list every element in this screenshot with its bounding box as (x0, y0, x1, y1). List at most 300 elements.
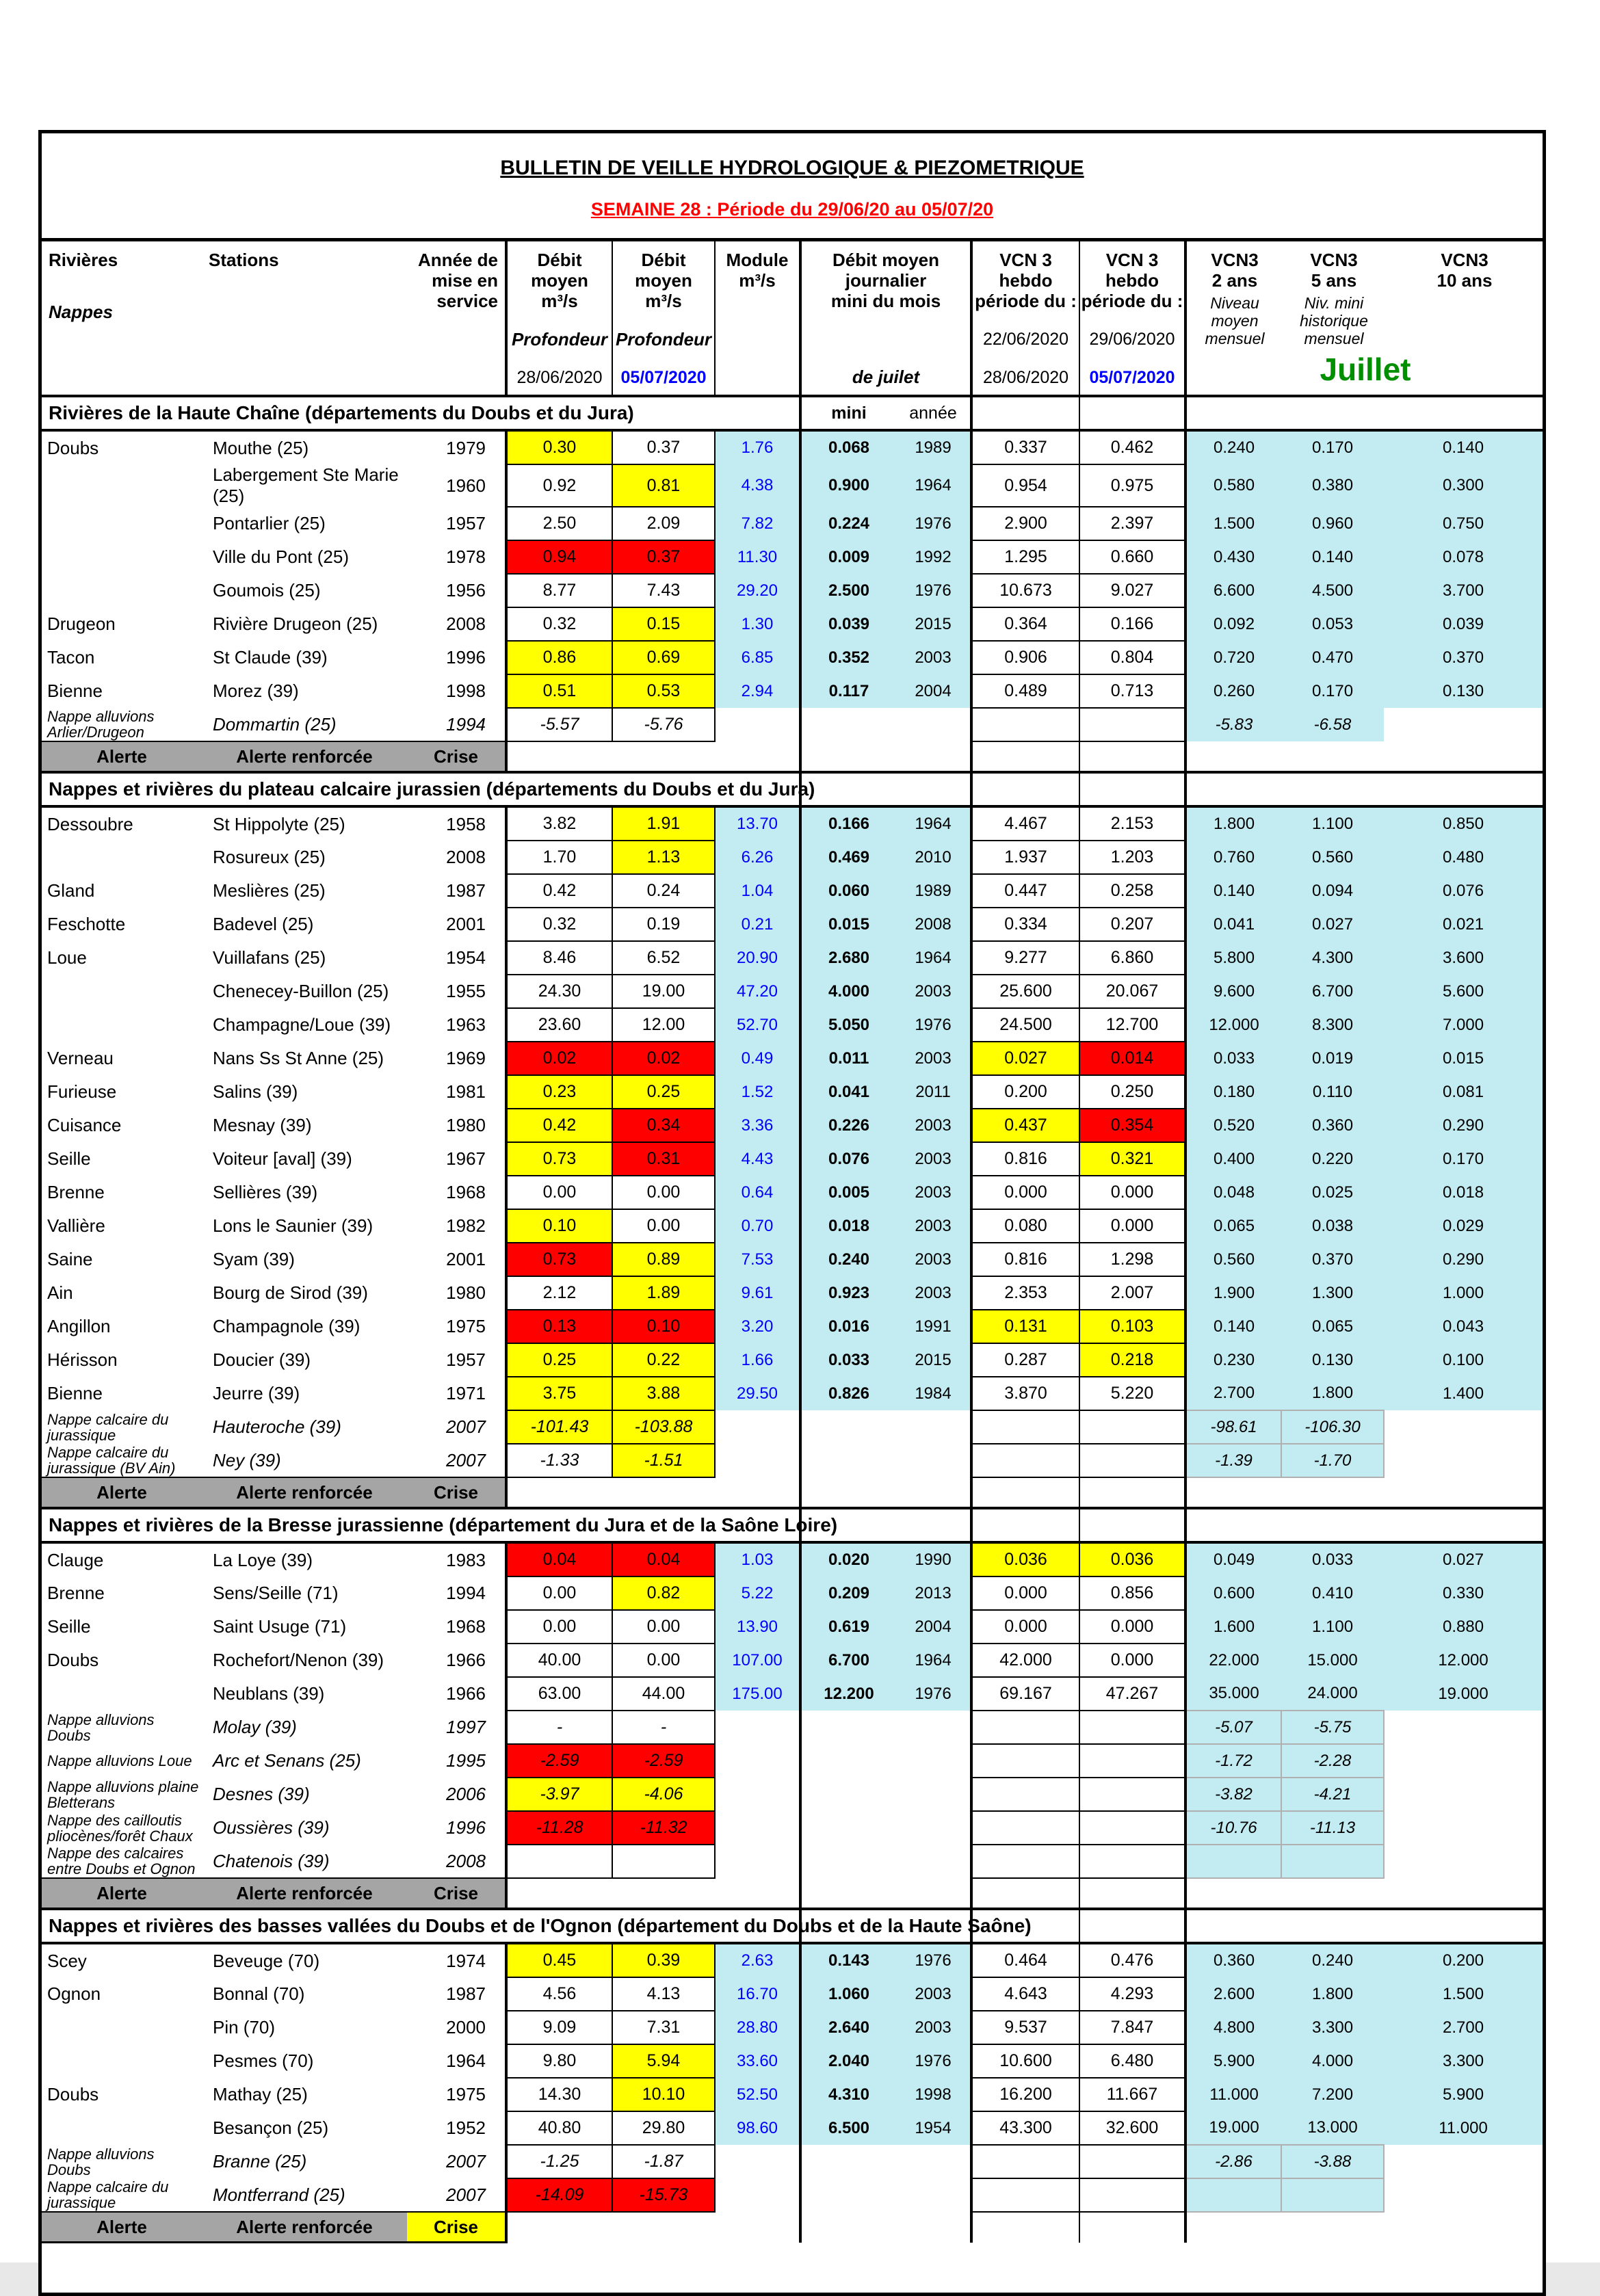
legend-spacer (800, 1878, 971, 1909)
monthly-min-cell: 2.640 (800, 2011, 896, 2044)
river-row (42, 1310, 1543, 1343)
vcn3-10y-cell: 0.100 (1384, 1343, 1543, 1377)
debit-w1-title: Débit moyen (531, 250, 588, 291)
vcn3-2y-cell: 22.000 (1185, 1644, 1281, 1677)
debit-mean-cell-w2: 0.89 (612, 1243, 715, 1276)
vcn3-hebdo-cell-w2 (1079, 1711, 1185, 1744)
vcn3-10y-cell: 3.600 (1384, 941, 1543, 975)
debit-mean-cell-w1: 23.60 (506, 1008, 612, 1042)
module-cell-empty (715, 1778, 800, 1811)
vcn3-hebdo-cell-w2: 0.166 (1079, 607, 1185, 641)
min-year-cell: 2008 (896, 908, 971, 941)
monthly-min-cell: 0.005 (800, 1176, 896, 1209)
legend-row (42, 741, 1543, 772)
min-year-cell-empty (896, 2178, 971, 2212)
river-row (42, 1943, 1543, 1977)
station-cell: Nans Ss St Anne (25) (213, 1048, 384, 1068)
vcn3-10y-cell: 0.850 (1384, 806, 1543, 841)
river-row (42, 975, 1543, 1008)
vcn3-2y-cell: 0.560 (1185, 1243, 1281, 1276)
debit-mean-cell-w1: 2.12 (506, 1276, 612, 1310)
piezo-2y-cell: -2.86 (1185, 2145, 1281, 2178)
station-cell: Ville du Pont (25) (213, 546, 349, 567)
min-year-cell-empty (896, 1711, 971, 1744)
debit-mean-cell-w1: -1.25 (506, 2145, 612, 2178)
service-year-cell: 2001 (407, 1243, 506, 1276)
piezo-2y-cell: -1.39 (1185, 1444, 1281, 1477)
service-year-cell: 1978 (407, 540, 506, 574)
band-spacer (1079, 772, 1185, 806)
debit-mean-cell-w1: 0.86 (506, 641, 612, 674)
service-year-cell: 1981 (407, 1075, 506, 1109)
module-cell: 2.94 (715, 674, 800, 708)
vcn3-hebdo-cell-w2: 6.480 (1079, 2044, 1185, 2078)
vcn3-hebdo-cell-w1: 0.000 (971, 1576, 1079, 1610)
col-header-module (715, 241, 800, 396)
vcn3-2y-cell: 6.600 (1185, 574, 1281, 607)
vcn3-10y-sub: 10 ans (1437, 270, 1493, 291)
service-year-cell: 1980 (407, 1109, 506, 1142)
piezo-10y-cell-empty (1384, 708, 1543, 741)
vcn3-10y-cell: 0.200 (1384, 1943, 1543, 1977)
vcn3-2y-cell: 0.041 (1185, 908, 1281, 941)
vcn3-10y-cell: 0.043 (1384, 1310, 1543, 1343)
river-name-cell: Ain (47, 1282, 73, 1303)
debit-mean-cell-w1: 0.02 (506, 1042, 612, 1075)
debit-mean-cell-w1: 0.30 (506, 430, 612, 464)
module-cell-empty (715, 1410, 800, 1444)
debit-mean-cell-w2: 29.80 (612, 2111, 715, 2145)
legend-crise: Crise (407, 1477, 506, 1508)
vcn3-10y-cell: 0.880 (1384, 1610, 1543, 1644)
vcn3-10y-cell: 3.700 (1384, 574, 1543, 607)
monthly-min-cell: 0.224 (800, 507, 896, 540)
river-name-cell: Scey (47, 1950, 87, 1971)
module-cell: 29.20 (715, 574, 800, 607)
river-name-cell: Brenne (47, 1182, 105, 1202)
module-cell: 7.53 (715, 1243, 800, 1276)
legend-spacer (800, 2212, 971, 2243)
nappe-row (42, 1410, 1543, 1444)
monthly-min-cell-empty (800, 2145, 896, 2178)
debit-mean-cell-w1: 0.45 (506, 1943, 612, 1977)
vcn3-2y-cell: 1.500 (1185, 507, 1281, 540)
station-cell: Voiteur [aval] (39) (213, 1148, 352, 1169)
legend-spacer (1185, 1477, 1543, 1508)
vcn3-hebdo-cell-w2: 2.397 (1079, 507, 1185, 540)
juillet-label: Juillet (1320, 352, 1411, 387)
piezo-2y-cell: -98.61 (1185, 1410, 1281, 1444)
service-year-cell: 2007 (407, 2178, 506, 2212)
river-row (42, 1677, 1543, 1711)
legend-spacer (971, 741, 1079, 772)
river-name-cell: Loue (47, 947, 87, 968)
debit-mean-cell-w1 (506, 1845, 612, 1878)
vcn3-hebdo-cell-w1: 4.467 (971, 806, 1079, 841)
service-year-cell: 1996 (407, 641, 506, 674)
river-row (42, 841, 1543, 874)
debit-mean-cell-w1: 0.73 (506, 1243, 612, 1276)
debit-w2-date: 05/07/2020 (620, 368, 707, 387)
debit-mean-cell-w1: 0.00 (506, 1176, 612, 1209)
service-year-cell: 1969 (407, 1042, 506, 1075)
module-cell: 52.50 (715, 2078, 800, 2111)
vcn3-10y-cell: 0.130 (1384, 674, 1543, 708)
vcn3-hebdo-cell-w1: 2.353 (971, 1276, 1079, 1310)
monthly-min-cell: 0.060 (800, 874, 896, 908)
vcn3-hebdo-cell-w1 (971, 1845, 1079, 1878)
vcn3-2y-cell: 0.600 (1185, 1576, 1281, 1610)
vcn3-hebdo-cell-w2: 0.000 (1079, 1644, 1185, 1677)
vcn3-hebdo-cell-w2: 0.660 (1079, 540, 1185, 574)
module-cell: 1.30 (715, 607, 800, 641)
river-row (42, 1276, 1543, 1310)
vcn3-hebdo-cell-w1: 0.364 (971, 607, 1079, 641)
river-name-cell: Furieuse (47, 1081, 117, 1102)
debit-mean-cell-w2: 0.69 (612, 641, 715, 674)
river-row (42, 674, 1543, 708)
debit-mean-cell-w1: 8.77 (506, 574, 612, 607)
debit-mean-cell-w1: 0.13 (506, 1310, 612, 1343)
monthly-min-cell: 0.826 (800, 1377, 896, 1410)
service-year-cell: 1987 (407, 1977, 506, 2011)
vcn3-5y-cell: 24.000 (1281, 1677, 1384, 1711)
river-name-cell: Nappe alluvions Doubs (47, 2145, 155, 2178)
station-cell: La Loye (39) (213, 1549, 313, 1570)
min-year-cell-empty (896, 1811, 971, 1845)
module-cell-empty (715, 1845, 800, 1878)
vcn3-10y-cell: 1.400 (1384, 1377, 1543, 1410)
river-name-cell: Nappe calcaire du jurassique (BV Ain) (47, 1444, 176, 1477)
min-year-cell: 2010 (896, 841, 971, 874)
debit-mean-cell-w1: 3.82 (506, 806, 612, 841)
vcn3-2y-cell: 2.600 (1185, 1977, 1281, 2011)
vcn3-5y-cell: 1.800 (1281, 1377, 1384, 1410)
vcn3-5y-cell: 0.027 (1281, 908, 1384, 941)
station-cell: Mathay (25) (213, 2084, 308, 2104)
vcn3-hebdo-cell-w2: 0.103 (1079, 1310, 1185, 1343)
river-name-cell (42, 2111, 202, 2145)
vcn3-2y-cell: 0.720 (1185, 641, 1281, 674)
debit-mean-cell-w2: 1.89 (612, 1276, 715, 1310)
debit-mean-cell-w1: 0.00 (506, 1576, 612, 1610)
vcn3-hebdo-cell-w2: 0.856 (1079, 1576, 1185, 1610)
module-cell: 3.20 (715, 1310, 800, 1343)
vcn3-2y-cell: 9.600 (1185, 975, 1281, 1008)
river-name-cell: Dessoubre (47, 813, 133, 834)
legend-row (42, 1878, 1543, 1909)
vcn3-2y-cell: 0.049 (1185, 1542, 1281, 1576)
vcn3-2y-cell: 35.000 (1185, 1677, 1281, 1711)
river-row (42, 2111, 1543, 2145)
debit-mean-cell-w2 (612, 1845, 715, 1878)
vcn-w2-title-2: période du : (1081, 291, 1183, 311)
vcn3-2y-cell: 0.760 (1185, 841, 1281, 874)
vcn3-10y-cell: 0.039 (1384, 607, 1543, 641)
nappe-row (42, 1444, 1543, 1477)
debit-mean-cell-w1: 0.42 (506, 874, 612, 908)
legend-spacer (506, 1477, 800, 1508)
river-row (42, 874, 1543, 908)
legend-alerte-renforcee: Alerte renforcée (202, 2212, 407, 2243)
debit-mean-cell-w1: 0.42 (506, 1109, 612, 1142)
module-cell-empty (715, 1444, 800, 1477)
river-name-cell: Cuisance (47, 1115, 122, 1135)
monthly-min-cell: 4.310 (800, 2078, 896, 2111)
vcn3-10y-cell: 0.300 (1384, 464, 1543, 507)
min-year-cell-empty (896, 1845, 971, 1878)
annee-service-label: Année de mise en service (417, 250, 498, 311)
service-year-cell: 1983 (407, 1542, 506, 1576)
legend-spacer (1185, 1878, 1543, 1909)
vcn3-5y-cell: 0.038 (1281, 1209, 1384, 1243)
debit-mean-cell-w2: - (612, 1711, 715, 1744)
station-cell: Dommartin (25) (213, 713, 337, 735)
debit-mean-cell-w2: 0.00 (612, 1644, 715, 1677)
vcn3-hebdo-cell-w1: 0.816 (971, 1142, 1079, 1176)
vcn3-hebdo-cell-w2 (1079, 2145, 1185, 2178)
module-cell: 4.38 (715, 464, 800, 507)
station-cell: Chenecey-Buillon (25) (213, 981, 389, 1001)
module-cell: 20.90 (715, 941, 800, 975)
module-cell: 52.70 (715, 1008, 800, 1042)
river-name-cell: Vallière (47, 1215, 105, 1236)
vcn3-10y-cell: 5.600 (1384, 975, 1543, 1008)
profondeur-w1-label: Profondeur (511, 329, 608, 349)
river-row (42, 2011, 1543, 2044)
col-header-vcn-w1 (971, 241, 1079, 396)
service-year-cell: 2007 (407, 1410, 506, 1444)
service-year-cell: 1982 (407, 1209, 506, 1243)
vcn3-hebdo-cell-w2: 0.000 (1079, 1176, 1185, 1209)
band-spacer (1079, 396, 1185, 430)
band-spacer (1079, 1508, 1185, 1542)
monthly-min-cell: 0.020 (800, 1542, 896, 1576)
piezo-2y-cell: -3.82 (1185, 1778, 1281, 1811)
service-year-cell: 1956 (407, 574, 506, 607)
piezo-5y-cell: -1.70 (1281, 1444, 1384, 1477)
river-name-cell: Drugeon (47, 613, 116, 634)
station-cell: Syam (39) (213, 1249, 295, 1269)
vcn3-10y-cell: 7.000 (1384, 1008, 1543, 1042)
min-year-cell: 2003 (896, 1977, 971, 2011)
module-cell: 13.70 (715, 806, 800, 841)
vcn3-hebdo-cell-w2: 32.600 (1079, 2111, 1185, 2145)
river-name-cell: Nappe des cailloutis pliocènes/forêt Chaux (47, 1811, 193, 1845)
service-year-cell: 2008 (407, 607, 506, 641)
vcn3-hebdo-cell-w2: 0.014 (1079, 1042, 1185, 1075)
river-name-cell: Nappe des calcaires entre Doubs et Ognon (47, 1845, 196, 1877)
col-header-annee-service (407, 241, 506, 396)
debit-mean-cell-w1: -1.33 (506, 1444, 612, 1477)
vcn3-hebdo-cell-w2: 0.462 (1079, 430, 1185, 464)
piezo-2y-cell: -10.76 (1185, 1811, 1281, 1845)
legend-spacer (800, 1477, 971, 1508)
monthly-min-cell: 0.209 (800, 1576, 896, 1610)
debit-mean-cell-w1: 3.75 (506, 1377, 612, 1410)
river-row (42, 507, 1543, 540)
station-cell: Labergement Ste Marie (25) (213, 464, 399, 506)
station-cell: Morez (39) (213, 681, 299, 701)
station-cell: Sens/Seille (71) (213, 1583, 339, 1603)
vcn3-hebdo-cell-w2: 0.207 (1079, 908, 1185, 941)
station-cell: Champagne/Loue (39) (213, 1014, 391, 1035)
debit-mean-cell-w1: -3.97 (506, 1778, 612, 1811)
debit-mean-cell-w2: 3.88 (612, 1377, 715, 1410)
module-cell: 7.82 (715, 507, 800, 540)
min-year-cell: 1964 (896, 1644, 971, 1677)
piezo-10y-cell-empty (1384, 1711, 1543, 1744)
module-cell: 4.43 (715, 1142, 800, 1176)
monthly-min-cell-empty (800, 1778, 896, 1811)
debit-mean-cell-w2: 6.52 (612, 941, 715, 975)
vcn3-hebdo-cell-w1: 10.673 (971, 574, 1079, 607)
module-cell-empty (715, 1744, 800, 1778)
vcn3-hebdo-cell-w1 (971, 1410, 1079, 1444)
vcn3-hebdo-cell-w1 (971, 1744, 1079, 1778)
module-cell: 1.04 (715, 874, 800, 908)
piezo-2y-cell: -1.72 (1185, 1744, 1281, 1778)
vcn3-hebdo-cell-w2 (1079, 1410, 1185, 1444)
debit-mean-cell-w2: 19.00 (612, 975, 715, 1008)
river-name-cell (42, 2011, 202, 2044)
bulletin-title: BULLETIN DE VEILLE HYDROLOGIQUE & PIEZOMETRIQUE (500, 157, 1084, 179)
station-cell: Ney (39) (213, 1449, 281, 1470)
station-cell: Badevel (25) (213, 914, 314, 934)
river-name-cell: Doubs (47, 2084, 99, 2104)
min-year-cell: 2004 (896, 674, 971, 708)
vcn3-hebdo-cell-w2: 11.667 (1079, 2078, 1185, 2111)
min-year-cell: 2011 (896, 1075, 971, 1109)
band-spacer (971, 1508, 1079, 1542)
monthly-min-cell-empty (800, 1711, 896, 1744)
monthly-min-cell: 6.500 (800, 2111, 896, 2145)
debit-mean-cell-w2: 0.00 (612, 1209, 715, 1243)
vcn3-hebdo-cell-w1: 69.167 (971, 1677, 1079, 1711)
vcn3-hebdo-cell-w2: 47.267 (1079, 1677, 1185, 1711)
debit-mean-cell-w2: 0.00 (612, 1176, 715, 1209)
module-unit: m³/s (739, 270, 776, 291)
vcn3-10y-cell: 12.000 (1384, 1644, 1543, 1677)
debit-mean-cell-w2: 0.81 (612, 464, 715, 507)
service-year-cell: 2008 (407, 841, 506, 874)
river-name-cell: Nappe alluvions Loue (47, 1752, 192, 1769)
legend-crise: Crise (407, 1878, 506, 1909)
river-name-cell: Doubs (47, 1650, 99, 1670)
vcn3-5y-cell: 1.100 (1281, 1610, 1384, 1644)
vcn3-2y-cell: 0.430 (1185, 540, 1281, 574)
nappe-row (42, 1811, 1543, 1845)
vcn-w1-period-start: 22/06/2020 (982, 330, 1069, 349)
min-year-cell: 2003 (896, 1042, 971, 1075)
station-cell: Bourg de Sirod (39) (213, 1282, 368, 1303)
river-row (42, 1377, 1543, 1410)
monthly-min-cell: 0.009 (800, 540, 896, 574)
monthly-min-cell: 0.240 (800, 1243, 896, 1276)
vcn3-hebdo-cell-w1: 0.131 (971, 1310, 1079, 1343)
river-row (42, 1075, 1543, 1109)
col-header-vcn3-group (1185, 241, 1543, 396)
vcn3-hebdo-cell-w2 (1079, 2178, 1185, 2212)
vcn3-2y-sub: 2 ans (1211, 270, 1258, 291)
piezo-5y-cell (1281, 1845, 1384, 1878)
river-row (42, 1644, 1543, 1677)
nappe-row (42, 1845, 1543, 1878)
vcn3-5y-cell: 3.300 (1281, 2011, 1384, 2044)
vcn3-5y-cell: 0.053 (1281, 607, 1384, 641)
vcn3-5y-cell: 0.410 (1281, 1576, 1384, 1610)
piezo-2y-cell (1185, 1845, 1281, 1878)
river-row (42, 1243, 1543, 1276)
legend-spacer (1185, 2212, 1543, 2243)
vcn3-hebdo-cell-w2 (1079, 1811, 1185, 1845)
service-year-cell: 1955 (407, 975, 506, 1008)
vcn3-5y-cell: 0.025 (1281, 1176, 1384, 1209)
legend-alerte-renforcee: Alerte renforcée (202, 1878, 407, 1909)
vcn3-5y-cell: 0.220 (1281, 1142, 1384, 1176)
vcn3-hebdo-cell-w1: 0.000 (971, 1176, 1079, 1209)
station-cell: Mouthe (25) (213, 437, 309, 458)
monthly-min-cell: 12.200 (800, 1677, 896, 1711)
river-name-cell: Seille (47, 1148, 91, 1169)
service-year-cell: 1958 (407, 806, 506, 841)
vcn3-2y-cell: 0.520 (1185, 1109, 1281, 1142)
station-cell: Sellières (39) (213, 1182, 318, 1202)
service-year-cell: 1996 (407, 1811, 506, 1845)
annee-column-label (896, 1508, 971, 1542)
vcn3-hebdo-cell-w2: 0.000 (1079, 1209, 1185, 1243)
vcn3-5y-cell: 4.000 (1281, 2044, 1384, 2078)
station-cell: Champagnole (39) (213, 1316, 360, 1336)
vcn-w2-period-start: 29/06/2020 (1089, 330, 1175, 349)
monthly-min-cell: 0.015 (800, 908, 896, 941)
mini-column-label: mini (800, 396, 896, 430)
vcn3-10y-cell: 0.290 (1384, 1109, 1543, 1142)
station-cell: Meslières (25) (213, 880, 326, 901)
debit-mean-cell-w2: 7.31 (612, 2011, 715, 2044)
station-cell: Rosureux (25) (213, 847, 326, 867)
min-year-cell: 2003 (896, 1176, 971, 1209)
piezo-5y-cell: -6.58 (1281, 708, 1384, 741)
service-year-cell: 1954 (407, 941, 506, 975)
vcn3-hebdo-cell-w1: 0.447 (971, 874, 1079, 908)
vcn3-hebdo-cell-w1: 0.200 (971, 1075, 1079, 1109)
vcn3-5y-cell: 0.560 (1281, 841, 1384, 874)
monthly-min-cell: 0.076 (800, 1142, 896, 1176)
debit-mean-cell-w1: 0.10 (506, 1209, 612, 1243)
piezo-10y-cell-empty (1384, 1811, 1543, 1845)
station-cell: Goumois (25) (213, 580, 321, 601)
debit-mean-cell-w1: 4.56 (506, 1977, 612, 2011)
service-year-cell: 1997 (407, 1711, 506, 1744)
station-cell: Branne (25) (213, 2151, 307, 2172)
module-cell: 6.85 (715, 641, 800, 674)
vcn3-5y-cell: 4.300 (1281, 941, 1384, 975)
service-year-cell: 1971 (407, 1377, 506, 1410)
legend-spacer (1079, 741, 1185, 772)
dmj-title-2: mini du mois (830, 291, 941, 311)
vcn3-10y-cell: 0.370 (1384, 641, 1543, 674)
piezo-10y-cell-empty (1384, 2145, 1543, 2178)
monthly-min-cell: 6.700 (800, 1644, 896, 1677)
vcn3-hebdo-cell-w2 (1079, 708, 1185, 741)
vcn-w1-title-1: VCN 3 hebdo (999, 250, 1053, 291)
min-year-cell-empty (896, 708, 971, 741)
monthly-min-cell: 2.680 (800, 941, 896, 975)
debit-mean-cell-w2: 0.19 (612, 908, 715, 941)
vcn3-10y-cell: 0.076 (1384, 874, 1543, 908)
debit-mean-cell-w1: 8.46 (506, 941, 612, 975)
